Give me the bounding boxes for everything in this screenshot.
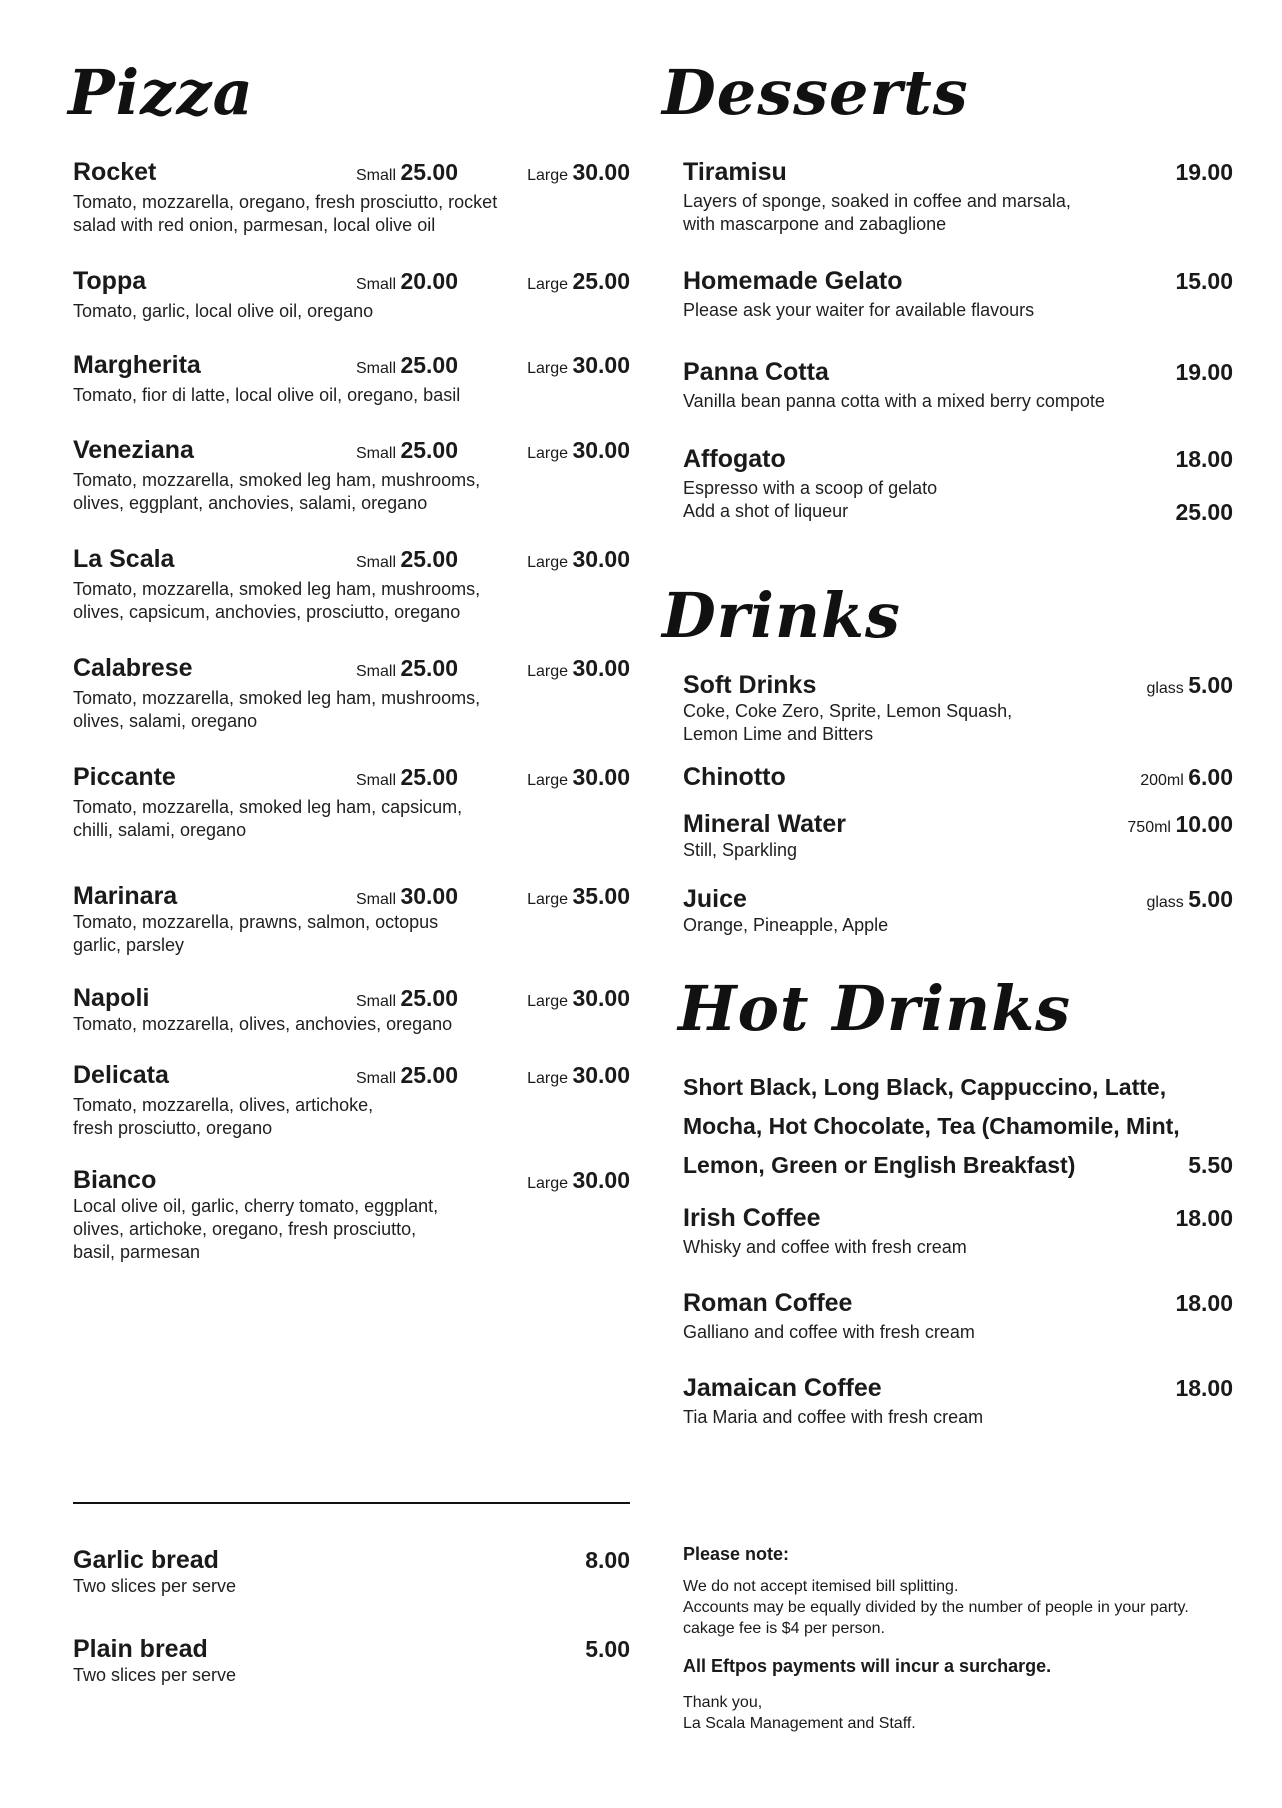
pizza-name: Piccante <box>73 763 176 791</box>
hot-drink-name: Irish Coffee <box>683 1204 821 1232</box>
bread-description: Two slices per serve <box>73 1665 237 1685</box>
size-label: Large <box>527 554 573 571</box>
pizza-description <box>73 1094 630 1140</box>
price-value: 30.00 <box>572 985 630 1011</box>
pizza-name: Napoli <box>73 984 150 1012</box>
large-price <box>527 1165 630 1199</box>
dessert-price: 19.00 <box>1175 359 1233 385</box>
hot-drink-description: Tia Maria and coffee with fresh cream <box>683 1407 984 1427</box>
small-price <box>356 653 458 687</box>
size-label: Small <box>356 993 401 1010</box>
price-value: 25.00 <box>400 655 459 681</box>
pizza-name: Margherita <box>73 351 201 379</box>
signoff-line: La Scala Management and Staff. <box>683 1715 916 1732</box>
price-value: 10.00 <box>1175 811 1233 837</box>
pizza-item <box>73 762 630 842</box>
price-value: 30.00 <box>572 1062 630 1088</box>
pizza-description <box>73 796 630 842</box>
description-line: Coke, Coke Zero, Sprite, Lemon Squash, <box>683 701 1013 721</box>
hot-drink-description: Whisky and coffee with fresh cream <box>683 1237 967 1257</box>
description-line: Tomato, mozzarella, smoked leg ham, mushrooms, <box>73 579 481 599</box>
price-value: 30.00 <box>572 546 630 572</box>
price-value: 20.00 <box>400 268 459 294</box>
size-label: Large <box>527 167 573 184</box>
bread-item <box>73 1545 630 1598</box>
bread-item <box>73 1634 630 1687</box>
description-line: Tomato, mozzarella, olives, anchovies, oregano <box>73 1014 453 1034</box>
pizza-name: La Scala <box>73 545 175 573</box>
dessert-item <box>683 157 1233 236</box>
description-line: Tomato, fior di latte, local olive oil, oregano, basil <box>73 385 461 405</box>
description-line: Add a shot of liqueur <box>683 501 849 521</box>
dessert-name: Affogato <box>683 445 786 473</box>
pizza-description <box>73 578 630 624</box>
small-price <box>356 435 458 469</box>
large-price <box>527 1060 630 1094</box>
size-label: Large <box>527 445 573 462</box>
hot-drink-item <box>683 1288 1233 1344</box>
drink-name: Juice <box>683 885 747 913</box>
hot-drinks-combo-line: Lemon, Green or English Breakfast) <box>683 1152 1076 1178</box>
drinks-list <box>683 670 1233 950</box>
large-price <box>527 266 630 300</box>
liqueur-price: 25.00 <box>1175 499 1233 525</box>
dessert-description <box>683 390 1233 413</box>
pizza-item <box>73 435 630 515</box>
size-label: Small <box>356 167 401 184</box>
description-line: Layers of sponge, soaked in coffee and marsala, <box>683 191 1071 211</box>
dessert-price: 15.00 <box>1175 268 1233 294</box>
description-line: with mascarpone and zabaglione <box>683 214 947 234</box>
pizza-name: Veneziana <box>73 436 194 464</box>
price-value: 25.00 <box>400 764 459 790</box>
hot-drinks-list <box>683 1068 1233 1448</box>
description-line: garlic, parsley <box>73 935 185 955</box>
pizza-item <box>73 1165 630 1264</box>
pizza-item <box>73 653 630 733</box>
description-line: Tomato, mozzarella, smoked leg ham, mushrooms, <box>73 470 481 490</box>
surcharge-note: All Eftpos payments will incur a surcharge. <box>683 1656 1052 1676</box>
drink-item <box>683 884 1233 937</box>
size-label: Large <box>527 1070 573 1087</box>
hot-drinks-heading: Hot Drinks <box>678 972 1072 1045</box>
description-line: olives, capsicum, anchovies, prosciutto, oregano <box>73 602 461 622</box>
size-label: Large <box>527 663 573 680</box>
large-price <box>527 157 630 191</box>
dessert-item <box>683 266 1233 322</box>
note-line: We do not accept itemised bill splitting. <box>683 1578 959 1595</box>
please-note <box>683 1542 1233 1742</box>
small-price <box>356 266 458 300</box>
large-price <box>527 983 630 1017</box>
description-line: Orange, Pineapple, Apple <box>683 915 889 935</box>
pizza-item <box>73 544 630 624</box>
hot-drink-name: Jamaican Coffee <box>683 1374 882 1402</box>
bread-name: Garlic bread <box>73 1546 219 1574</box>
pizza-item <box>73 1060 630 1140</box>
size-label: Small <box>356 772 401 789</box>
description-line: Lemon Lime and Bitters <box>683 724 874 744</box>
drink-description <box>683 700 1233 746</box>
description-line: fresh prosciutto, oregano <box>73 1118 273 1138</box>
size-label: Small <box>356 360 401 377</box>
description-line: Vanilla bean panna cotta with a mixed berry compote <box>683 391 1105 411</box>
pizza-name: Delicata <box>73 1061 169 1089</box>
large-price <box>527 435 630 469</box>
size-label: Large <box>527 360 573 377</box>
drink-unit: 200ml <box>1140 772 1189 789</box>
dessert-name: Homemade Gelato <box>683 267 903 295</box>
size-label: Small <box>356 1070 401 1087</box>
pizza-item <box>73 266 630 323</box>
hot-drinks-combo-price: 5.50 <box>1188 1152 1233 1178</box>
bread-price: 8.00 <box>585 1547 630 1573</box>
description-line: chilli, salami, oregano <box>73 820 247 840</box>
price-value: 30.00 <box>572 655 630 681</box>
size-label: Large <box>527 1175 573 1192</box>
pizza-name: Calabrese <box>73 654 193 682</box>
dessert-price: 18.00 <box>1175 446 1233 472</box>
pizza-description <box>73 191 630 237</box>
size-label: Small <box>356 663 401 680</box>
drinks-heading: Drinks <box>662 579 901 652</box>
pizza-description <box>73 300 630 323</box>
price-value: 5.00 <box>1188 672 1233 698</box>
pizza-item <box>73 157 630 237</box>
signoff-line: Thank you, <box>683 1694 763 1711</box>
price-value: 30.00 <box>572 352 630 378</box>
pizza-description <box>73 469 630 515</box>
size-label: Small <box>356 445 401 462</box>
bread-list <box>73 1545 630 1715</box>
price-value: 30.00 <box>400 883 459 909</box>
hot-drink-price: 18.00 <box>1175 1290 1233 1316</box>
bread-name: Plain bread <box>73 1635 208 1663</box>
price-value: 25.00 <box>572 268 630 294</box>
hot-drink-item <box>683 1373 1233 1429</box>
size-label: Large <box>527 993 573 1010</box>
dessert-item <box>683 357 1233 413</box>
price-value: 25.00 <box>400 546 459 572</box>
description-line: Tomato, mozzarella, smoked leg ham, mushrooms, <box>73 688 481 708</box>
dessert-description <box>683 299 1233 322</box>
pizza-item <box>73 983 630 1036</box>
description-line: Tomato, mozzarella, prawns, salmon, octopus <box>73 912 439 932</box>
drink-unit: 750ml <box>1127 819 1176 836</box>
price-value: 25.00 <box>400 352 459 378</box>
size-label: Large <box>527 891 573 908</box>
size-label: Large <box>527 276 573 293</box>
description-line: Tomato, mozzarella, olives, artichoke, <box>73 1095 374 1115</box>
price-value: 30.00 <box>572 159 630 185</box>
pizza-heading: Pizza <box>68 56 254 129</box>
dessert-item <box>683 444 1233 523</box>
pizza-name: Bianco <box>73 1166 157 1194</box>
drink-item <box>683 762 1233 792</box>
hot-drinks-combo-line: Mocha, Hot Chocolate, Tea (Chamomile, Mint, <box>683 1113 1180 1139</box>
description-line: Local olive oil, garlic, cherry tomato, eggplant, <box>73 1196 439 1216</box>
drink-item <box>683 670 1233 746</box>
hot-drink-item <box>683 1203 1233 1259</box>
hot-drink-price: 18.00 <box>1175 1375 1233 1401</box>
pizza-description <box>73 687 630 733</box>
pizza-description <box>73 1195 630 1264</box>
size-label: Small <box>356 891 401 908</box>
description-line: olives, eggplant, anchovies, salami, oregano <box>73 493 428 513</box>
drink-name: Soft Drinks <box>683 671 817 699</box>
price-value: 25.00 <box>400 1062 459 1088</box>
drink-unit: glass <box>1146 894 1189 911</box>
description-line: olives, artichoke, oregano, fresh prosciutto, <box>73 1219 417 1239</box>
small-price <box>356 544 458 578</box>
note-line: cakage fee is $4 per person. <box>683 1620 885 1637</box>
large-price <box>527 762 630 796</box>
bread-description: Two slices per serve <box>73 1576 237 1596</box>
hot-drink-name: Roman Coffee <box>683 1289 853 1317</box>
large-price <box>527 653 630 687</box>
price-value: 30.00 <box>572 437 630 463</box>
dessert-name: Panna Cotta <box>683 358 829 386</box>
hot-drink-description: Galliano and coffee with fresh cream <box>683 1322 975 1342</box>
pizza-item <box>73 350 630 407</box>
pizza-name: Rocket <box>73 158 157 186</box>
dessert-description <box>683 190 1233 236</box>
description-line: Tomato, mozzarella, oregano, fresh prosciutto, rocket <box>73 192 498 212</box>
hot-drink-price: 18.00 <box>1175 1205 1233 1231</box>
description-line: olives, salami, oregano <box>73 711 258 731</box>
drink-item <box>683 809 1233 862</box>
drink-price <box>1146 670 1233 704</box>
large-price <box>527 881 630 915</box>
dessert-description <box>683 477 1233 523</box>
desserts-heading: Desserts <box>662 56 969 129</box>
description-line: basil, parmesan <box>73 1242 201 1262</box>
price-value: 25.00 <box>400 437 459 463</box>
small-price <box>356 157 458 191</box>
small-price <box>356 350 458 384</box>
pizza-name: Marinara <box>73 882 178 910</box>
dessert-price: 19.00 <box>1175 159 1233 185</box>
description-line: Please ask your waiter for available flavours <box>683 300 1035 320</box>
drink-name: Chinotto <box>683 763 786 791</box>
note-line: Accounts may be equally divided by the number of people in your party. <box>683 1599 1189 1616</box>
small-price <box>356 983 458 1017</box>
large-price <box>527 544 630 578</box>
price-value: 5.00 <box>1188 886 1233 912</box>
size-label: Large <box>527 772 573 789</box>
desserts-list <box>683 157 1233 537</box>
description-line: Tomato, mozzarella, smoked leg ham, capsicum, <box>73 797 463 817</box>
drink-price <box>1127 809 1233 843</box>
description-line: salad with red onion, parmesan, local olive oil <box>73 215 436 235</box>
small-price <box>356 881 458 915</box>
small-price <box>356 1060 458 1094</box>
small-price <box>356 762 458 796</box>
price-value: 6.00 <box>1188 764 1233 790</box>
pizza-name: Toppa <box>73 267 147 295</box>
drink-name: Mineral Water <box>683 810 847 838</box>
dessert-name: Tiramisu <box>683 158 787 186</box>
section-divider <box>73 1502 630 1504</box>
description-line: Still, Sparkling <box>683 840 798 860</box>
description-line: Espresso with a scoop of gelato <box>683 478 938 498</box>
price-value: 30.00 <box>572 764 630 790</box>
pizza-description <box>73 384 630 407</box>
price-value: 25.00 <box>400 159 459 185</box>
drink-price <box>1140 762 1233 796</box>
pizza-item <box>73 881 630 957</box>
description-line: Tomato, garlic, local olive oil, oregano <box>73 301 374 321</box>
size-label: Small <box>356 276 401 293</box>
hot-drinks-combo-line: Short Black, Long Black, Cappuccino, Latte, <box>683 1074 1167 1100</box>
large-price <box>527 350 630 384</box>
pizza-description <box>73 911 630 957</box>
drink-unit: glass <box>1146 680 1189 697</box>
price-value: 30.00 <box>572 1167 630 1193</box>
bread-price: 5.00 <box>585 1636 630 1662</box>
size-label: Small <box>356 554 401 571</box>
pizza-list <box>73 157 630 1262</box>
hot-drinks-combo <box>683 1068 1233 1185</box>
note-title: Please note: <box>683 1544 790 1564</box>
price-value: 25.00 <box>400 985 459 1011</box>
drink-price <box>1146 884 1233 918</box>
price-value: 35.00 <box>572 883 630 909</box>
